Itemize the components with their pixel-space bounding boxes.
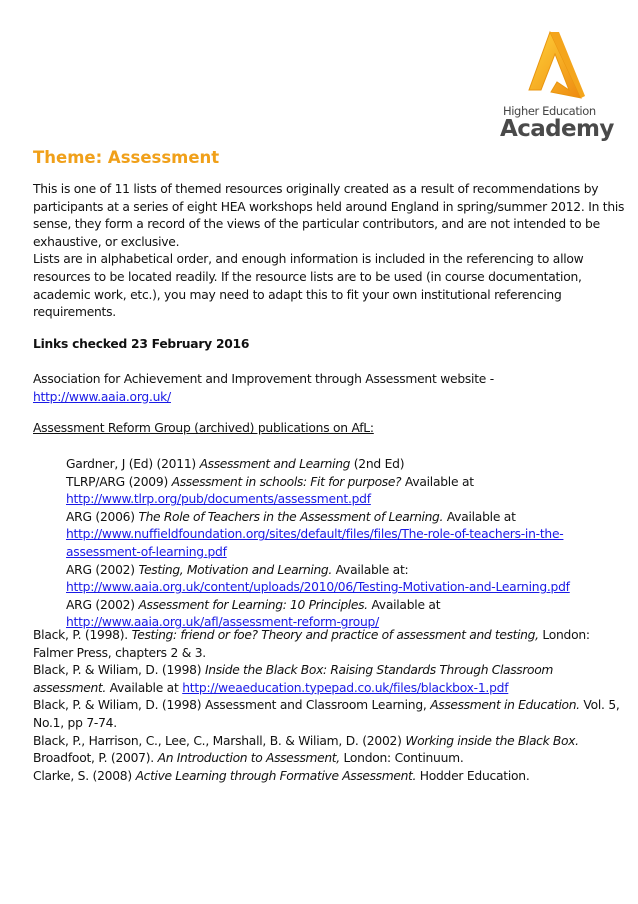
reference-list xyxy=(33,627,620,785)
ref-title: Assessment for Learning: 10 Principles. xyxy=(138,597,368,612)
ref-text: Available at xyxy=(401,474,474,489)
ref-text: (2nd Ed) xyxy=(350,457,405,471)
ref-text: No.1, pp 7-74. xyxy=(33,715,117,730)
ref-text: Clarke, S. (2008) xyxy=(33,768,136,783)
ref-arg2002a xyxy=(33,562,570,580)
tlrp-link[interactable]: http://www.tlrp.org/pub/documents/assessment.pdf xyxy=(66,492,371,507)
nuffield-link[interactable]: http://www.nuffieldfoundation.org/sites/default/files/files/The-role-of-teachers-in-the- xyxy=(66,527,564,542)
logo-line2: Academy xyxy=(500,116,614,142)
ref-text: Available at xyxy=(367,597,441,612)
ref-text: Available at xyxy=(105,680,183,695)
ref-title: Active Learning through Formative Assessment. xyxy=(135,768,417,783)
intro-line: exhaustive, or exclusive. xyxy=(33,234,180,249)
links-checked: Links checked 23 February 2016 xyxy=(33,336,250,351)
ref-title: Testing, Motivation and Learning. xyxy=(138,562,332,577)
ref-text: London: xyxy=(538,628,590,642)
intro-line: requirements. xyxy=(33,305,116,320)
ref-bw1998a xyxy=(33,662,620,680)
intro-paragraph xyxy=(33,181,624,353)
ref-title: Inside the Black Box: Raising Standards Through Classroom xyxy=(204,663,554,678)
ref-title: Working inside the Black Box. xyxy=(405,733,579,748)
arg-list xyxy=(33,456,570,632)
ref-arg2002b xyxy=(33,597,570,615)
page-title: Theme: Assessment xyxy=(33,148,220,167)
arg-heading: Assessment Reform Group (archived) publications on AfL: xyxy=(33,421,374,436)
testing-motivation-link[interactable]: http://www.aaia.org.uk/content/uploads/2010/06/Testing-Motivation-and-Learning.pdf xyxy=(66,580,570,595)
ref-broadfoot xyxy=(33,750,620,768)
ref-arg2006 xyxy=(33,509,570,527)
ref-text: Available at xyxy=(443,509,516,524)
ref-text: London: Continuum. xyxy=(339,751,464,766)
ref-text: Black, P. & Wiliam, D. (1998) Assessment and Classroom Learning, xyxy=(33,698,431,713)
intro-line: This is one of 11 lists of themed resources originally created as a result of recommendations by xyxy=(33,182,599,196)
ref-gardner xyxy=(33,456,570,474)
ref-title: Assessment and Learning xyxy=(199,457,351,471)
ref-tlrp xyxy=(33,474,570,492)
ref-title: Assessment in schools: Fit for purpose? xyxy=(171,474,402,489)
ref-text: Available at: xyxy=(331,562,409,577)
ref-text: Gardner, J (Ed) (2011) xyxy=(66,457,200,471)
ref-text: ARG (2002) xyxy=(66,597,139,612)
intro-line: resources to be located readily. If the resource lists are to be used (in course documentation, xyxy=(33,269,582,284)
ref-title: assessment. xyxy=(33,680,106,695)
ref-bw1998b xyxy=(33,697,620,715)
logo-line1: Higher Education xyxy=(503,104,596,118)
ref-text: Broadfoot, P. (2007). xyxy=(33,751,158,766)
intro-line: Lists are in alphabetical order, and enough information is included in the referencing to allow xyxy=(33,252,584,267)
ref-text: Black, P. & Wiliam, D. (1998) xyxy=(33,663,205,678)
ref-text: Falmer Press, chapters 2 & 3. xyxy=(33,645,206,660)
intro-line: academic work, etc.), you may need to adapt this to fit your own institutional referencing xyxy=(33,287,562,302)
ref-text: ARG (2002) xyxy=(66,562,139,577)
ref-text: ARG (2006) xyxy=(66,509,139,524)
nuffield-link-cont[interactable]: assessment-of-learning.pdf xyxy=(66,544,227,559)
hea-a-logo-icon xyxy=(495,28,610,104)
aaia-link[interactable]: http://www.aaia.org.uk/ xyxy=(33,389,171,404)
aaia-text: Association for Achievement and Improvement through Assessment website - xyxy=(33,372,494,386)
ref-text: Black, P., Harrison, C., Lee, C., Marshall, B. & Wiliam, D. (2002) xyxy=(33,733,406,748)
ref-black1998 xyxy=(33,627,620,645)
ref-title: Testing: friend or foe? Theory and practice of assessment and testing, xyxy=(131,628,539,642)
aaia-entry xyxy=(33,371,494,438)
ref-title: The Role of Teachers in the Assessment of Learning. xyxy=(138,509,444,524)
ref-text: Vol. 5, xyxy=(579,698,620,713)
hea-logo xyxy=(495,28,614,146)
intro-line: participants at a series of eight HEA workshops held around England in spring/summer 2012. In this xyxy=(33,199,625,214)
afl-link[interactable]: http://www.aaia.org.uk/afl/assessment-reform-group/ xyxy=(66,615,380,630)
ref-clarke xyxy=(33,768,620,786)
intro-line: sense, they form a record of the views of the particular contributors, and are not intended to be xyxy=(33,217,600,232)
ref-title: An Introduction to Assessment, xyxy=(157,751,340,766)
ref-black2002 xyxy=(33,733,620,751)
blackbox-link[interactable]: http://weaeducation.typepad.co.uk/files/blackbox-1.pdf xyxy=(182,680,509,695)
ref-text: TLRP/ARG (2009) xyxy=(66,474,172,489)
ref-text: Hodder Education. xyxy=(416,768,530,783)
ref-title: Assessment in Education. xyxy=(430,698,580,713)
ref-text: Black, P. (1998). xyxy=(33,628,132,642)
